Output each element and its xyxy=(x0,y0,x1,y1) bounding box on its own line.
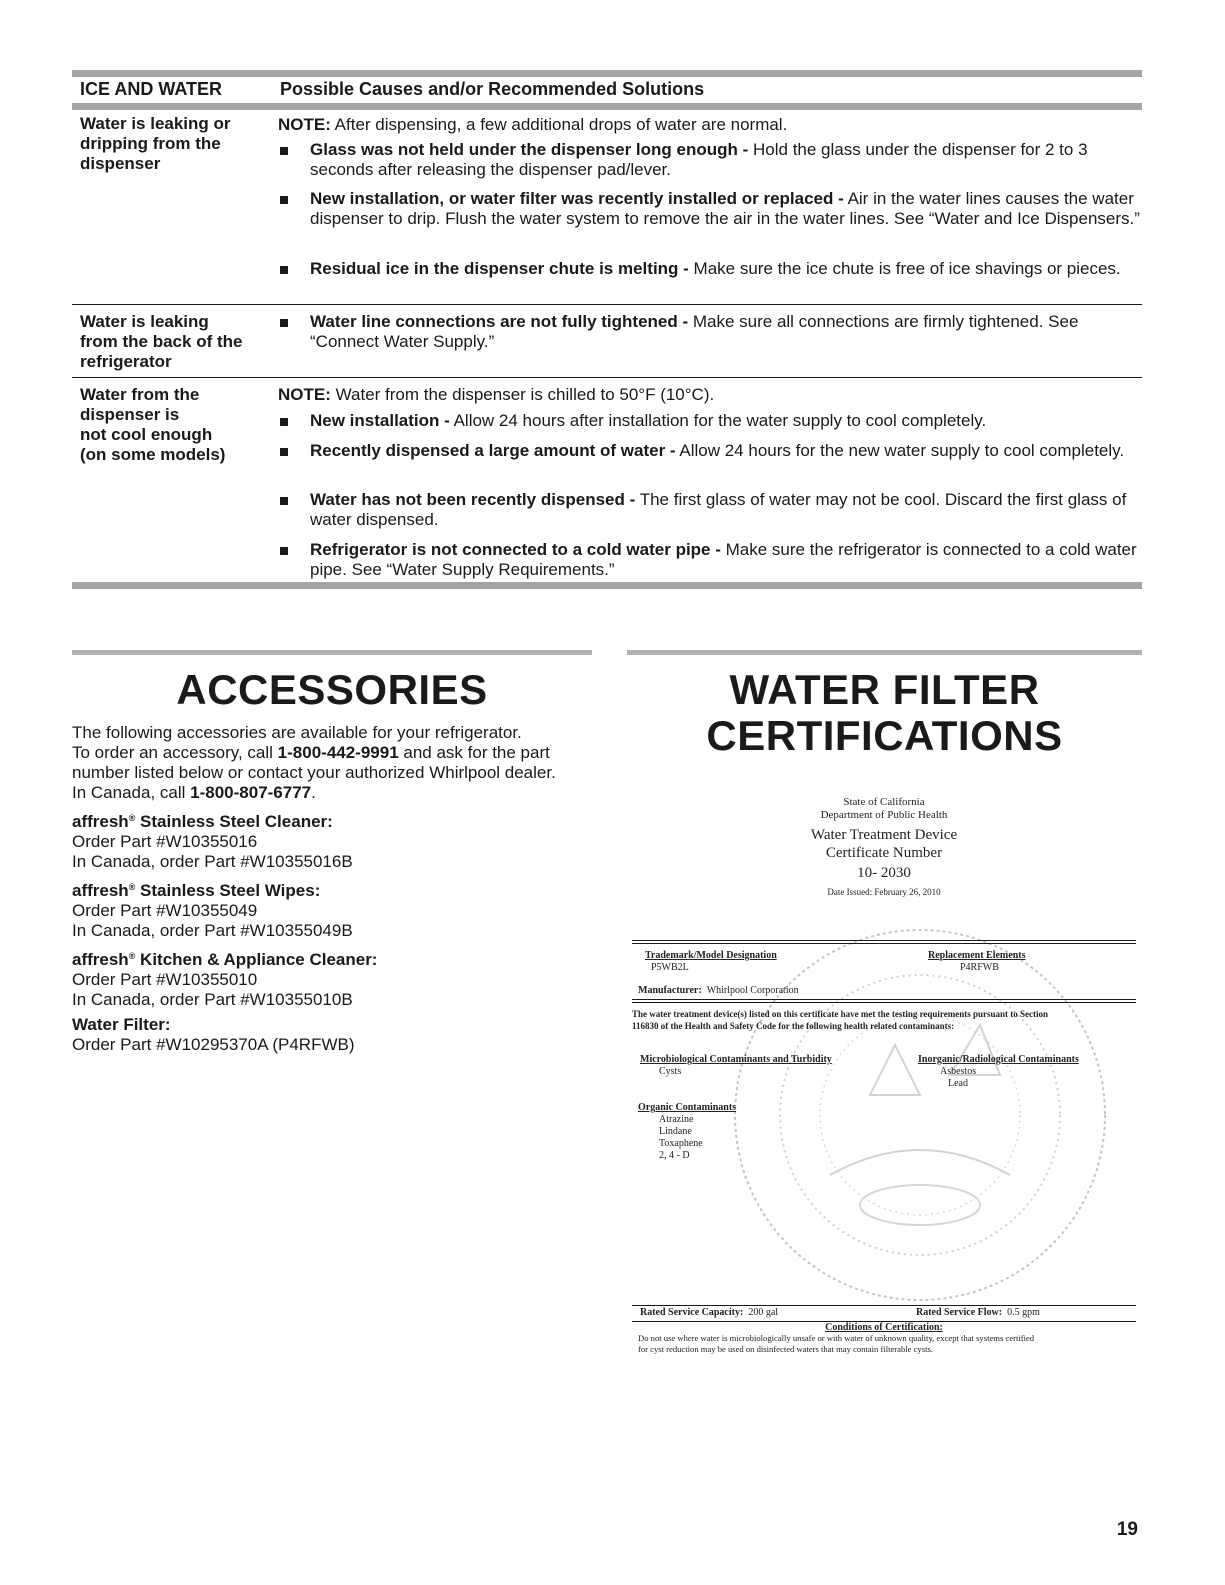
bullet-icon xyxy=(280,547,288,555)
bullet-item: Water has not been recently dispensed - The first glass of water may not be cool. Discard the first glass of water dispensed. xyxy=(280,490,1142,530)
contaminant-item: Asbestos xyxy=(940,1066,977,1077)
accessories-top-bar xyxy=(72,650,592,655)
organic-label: Organic Contaminants xyxy=(638,1102,737,1113)
phone-canada: 1-800-807-6777 xyxy=(190,783,312,802)
rated-capacity: Rated Service Capacity: 200 gal xyxy=(640,1307,779,1318)
certificate-number: 10- 2030 xyxy=(857,865,911,881)
certifications-top-bar xyxy=(627,650,1142,655)
table-header-causes: Possible Causes and/or Recommended Solutions xyxy=(280,79,705,99)
model-designation: P5WB2L xyxy=(651,962,689,973)
accessories-body: The following accessories are available for your refrigerator. To order an accessory, call 1-800-442-9991 and ask for the part number listed below or contact your authorized Whirlpool dealer. In Canada, call 1-800-807-6777. affresh® Stainless Steel Cleaner: Order Part #W10355016 In Canada, order Part #W10355016B affresh® Stainless Steel Wipes: Order Part #W10355049 In Canada, order Part #W10355049B affresh® Kitchen & Appliance Cleaner: Order Part #W10355010 In Canada, order Part #W10355010B Water Filter: Order Part #W10295370A (P4RFWB) xyxy=(72,723,612,1055)
conditions-text: Do not use where water is microbiologically unsafe or with water of unknown quality, except that systems certified for cyst reduction may be used on disinfected waters that may contain filterable cysts. xyxy=(638,1333,1035,1354)
conditions-label: Conditions of Certification: xyxy=(825,1322,943,1333)
table-header-bar xyxy=(72,103,1142,110)
rated-flow: Rated Service Flow: 0.5 gpm xyxy=(916,1307,1040,1318)
table-bottom-bar xyxy=(72,582,1142,589)
bullet-item: New installation - Allow 24 hours after installation for the water supply to cool completely. xyxy=(280,411,1142,431)
problem-title: Water is leaking from the back of the refrigerator xyxy=(80,312,243,371)
replacement-element: P4RFWB xyxy=(960,962,999,973)
bullet-item: Refrigerator is not connected to a cold water pipe - Make sure the refrigerator is connected to a cold water pipe. See “Water Supply Requirements.” xyxy=(280,540,1142,580)
contaminant-item: 2, 4 - D xyxy=(659,1150,690,1161)
contaminant-item: Lindane xyxy=(659,1126,692,1137)
certifications-title: WATER FILTER CERTIFICATIONS xyxy=(706,666,1063,759)
page-number: 19 xyxy=(1116,1519,1138,1540)
bullet-icon xyxy=(280,418,288,426)
accessory-name: affresh® Stainless Steel Cleaner: xyxy=(72,812,333,831)
accessory-name: Water Filter: xyxy=(72,1015,171,1034)
inorganic-label: Inorganic/Radiological Contaminants xyxy=(918,1054,1079,1065)
bullet-item: Water line connections are not fully tightened - Make sure all connections are firmly tightened. See “Connect Water Supply.” xyxy=(280,312,1142,352)
certificate-header: State of California Department of Public Health Water Treatment Device Certificate Number 10- 2030 Date Issued: February 26, 2010 xyxy=(632,796,1136,898)
cert-rule xyxy=(632,999,1136,1000)
note: NOTE: Water from the dispenser is chilled to 50°F (10°C). xyxy=(278,385,715,404)
contaminant-item: Lead xyxy=(948,1078,968,1089)
certification-statement: The water treatment device(s) listed on this certificate have met the testing requirements pursuant to Section 116830 of the Health and Safety Code for the following health related contaminants: xyxy=(632,1009,1049,1031)
accessories-title: ACCESSORIES xyxy=(176,666,488,713)
bullet-item: Residual ice in the dispenser chute is melting - Make sure the ice chute is free of ice shavings or pieces. xyxy=(280,259,1142,279)
row-divider xyxy=(72,304,1142,305)
bullet-icon xyxy=(280,497,288,505)
problem-title: Water is leaking or dripping from the dispenser xyxy=(80,114,231,173)
bullet-icon xyxy=(280,147,288,155)
bullet-item: Recently dispensed a large amount of water - Allow 24 hours for the new water supply to cool completely. xyxy=(280,441,1142,461)
california-seal-icon xyxy=(720,915,1120,1315)
cert-rule xyxy=(632,1305,1136,1306)
phone-us: 1-800-442-9991 xyxy=(277,743,399,762)
bullet-icon xyxy=(280,266,288,274)
cert-rule xyxy=(632,1002,1136,1003)
row-divider xyxy=(72,377,1142,378)
bullet-icon xyxy=(280,448,288,456)
microbiological-label: Microbiological Contaminants and Turbidity xyxy=(640,1054,832,1065)
replacement-label: Replacement Elements xyxy=(928,950,1026,961)
cert-rule xyxy=(632,940,1136,941)
accessory-name: affresh® Stainless Steel Wipes: xyxy=(72,881,321,900)
note: NOTE: After dispensing, a few additional drops of water are normal. xyxy=(278,115,788,134)
trademark-label: Trademark/Model Designation xyxy=(645,950,777,961)
bullet-item: New installation, or water filter was recently installed or replaced - Air in the water lines causes the water dispenser to drip. Flush the water system to remove the air in the water lines. See “Water and Ice Dispensers.” xyxy=(280,189,1142,229)
accessory-name: affresh® Kitchen & Appliance Cleaner: xyxy=(72,950,378,969)
bullet-icon xyxy=(280,196,288,204)
problem-title: Water from the dispenser is not cool enough (on some models) xyxy=(80,385,226,464)
contaminant-item: Cysts xyxy=(659,1066,682,1077)
manufacturer-line: Manufacturer: Whirlpool Corporation xyxy=(638,985,799,996)
cert-rule xyxy=(632,943,1136,944)
table-header-ice-and-water: ICE AND WATER xyxy=(80,79,222,99)
contaminant-item: Toxaphene xyxy=(659,1138,703,1149)
table-top-bar xyxy=(72,70,1142,77)
bullet-icon xyxy=(280,319,288,327)
contaminant-item: Atrazine xyxy=(659,1114,694,1125)
bullet-item: Glass was not held under the dispenser long enough - Hold the glass under the dispenser for 2 to 3 seconds after releasing the dispenser pad/lever. xyxy=(280,140,1142,180)
